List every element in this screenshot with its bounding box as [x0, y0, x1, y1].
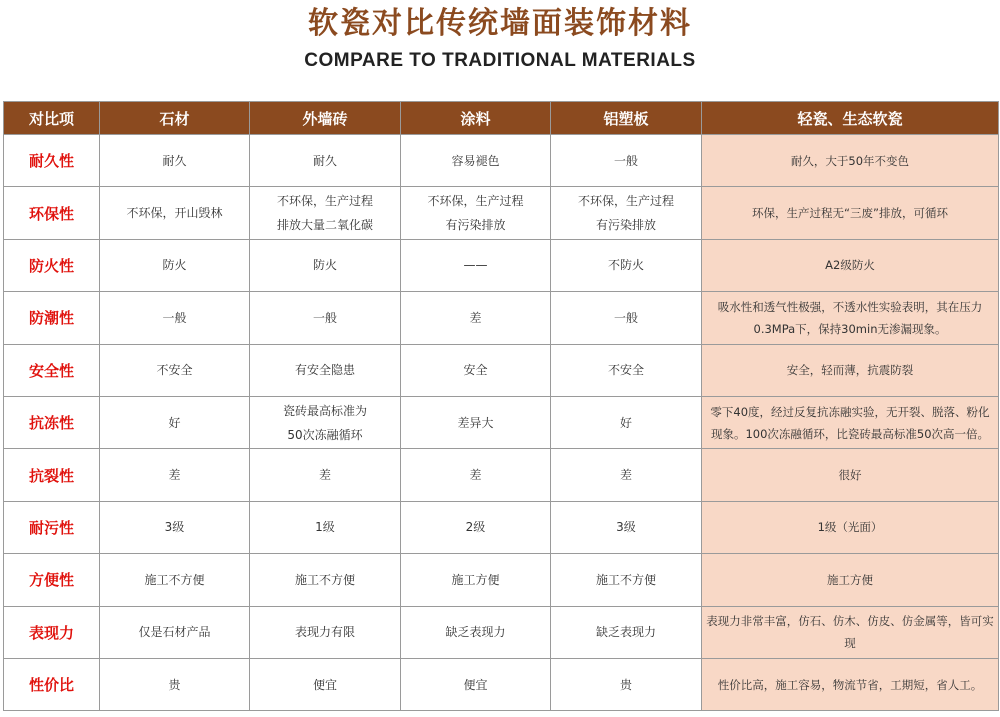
table-cell-highlight: 性价比高，施工容易，物流节省，工期短，省人工。 [702, 658, 999, 710]
table-cell: 耐久 [250, 135, 401, 187]
table-cell: 施工不方便 [551, 554, 702, 606]
table-cell-highlight: 安全，轻而薄，抗震防裂 [702, 344, 999, 396]
table-cell-highlight: 零下40度，经过反复抗冻融实验，无开裂、脱落、粉化 现象。100次冻融循环，比瓷砖最高标准50次高一倍。 [702, 396, 999, 448]
table-cell-highlight: 1级（光面） [702, 501, 999, 553]
table-cell: 2级 [401, 501, 551, 553]
table-cell-highlight: 很好 [702, 449, 999, 501]
table-cell-highlight: A2级防火 [702, 239, 999, 291]
table-row [4, 606, 999, 658]
column-header: 轻瓷、生态软瓷 [702, 102, 999, 135]
table-cell-highlight: 耐久，大于50年不变色 [702, 135, 999, 187]
table-cell: 好 [551, 396, 702, 448]
column-header: 对比项 [4, 102, 100, 135]
column-header: 涂料 [401, 102, 551, 135]
row-label: 环保性 [4, 187, 100, 239]
table-cell: 施工不方便 [100, 554, 250, 606]
table-cell: 一般 [100, 292, 250, 344]
table-cell-highlight: 施工方便 [702, 554, 999, 606]
table-row [4, 187, 999, 239]
table-cell-highlight: 表现力非常丰富，仿石、仿木、仿皮、仿金属等，皆可实 现 [702, 606, 999, 658]
table-cell: 差 [551, 449, 702, 501]
table-cell: 差 [250, 449, 401, 501]
table-cell: 缺乏表现力 [401, 606, 551, 658]
table-cell: 好 [100, 396, 250, 448]
table-cell: 3级 [100, 501, 250, 553]
table-row [4, 449, 999, 501]
table-cell: 有安全隐患 [250, 344, 401, 396]
row-label: 方便性 [4, 554, 100, 606]
table-cell: 缺乏表现力 [551, 606, 702, 658]
table-cell: —— [401, 239, 551, 291]
table-cell-highlight: 吸水性和透气性极强，不透水性实验表明，其在压力 0.3MPa下，保持30min无渗漏现象。 [702, 292, 999, 344]
table-cell: 防火 [250, 239, 401, 291]
table-row [4, 501, 999, 553]
row-label: 安全性 [4, 344, 100, 396]
table-cell: 不安全 [100, 344, 250, 396]
table-cell: 耐久 [100, 135, 250, 187]
table-cell: 不防火 [551, 239, 702, 291]
table-cell: 施工不方便 [250, 554, 401, 606]
column-header: 石材 [100, 102, 250, 135]
table-cell: 差 [100, 449, 250, 501]
table-cell: 贵 [551, 658, 702, 710]
table-cell: 不环保，生产过程 有污染排放 [551, 187, 702, 239]
comparison-table [3, 101, 999, 711]
table-cell: 不安全 [551, 344, 702, 396]
page-title: 软瓷对比传统墙面装饰材料 [308, 6, 692, 41]
table-cell: 便宜 [401, 658, 551, 710]
table-row [4, 396, 999, 448]
column-header: 外墙砖 [250, 102, 401, 135]
table-row [4, 554, 999, 606]
table-cell: 不环保，生产过程 有污染排放 [401, 187, 551, 239]
table-row [4, 135, 999, 187]
row-label: 抗冻性 [4, 396, 100, 448]
table-cell: 瓷砖最高标准为 50次冻融循环 [250, 396, 401, 448]
table-cell: 表现力有限 [250, 606, 401, 658]
table-cell: 差异大 [401, 396, 551, 448]
table-cell: 不环保，开山毁林 [100, 187, 250, 239]
page-subtitle: COMPARE TO TRADITIONAL MATERIALS [304, 50, 696, 71]
row-label: 抗裂性 [4, 449, 100, 501]
table-cell: 施工方便 [401, 554, 551, 606]
row-label: 表现力 [4, 606, 100, 658]
table-row [4, 344, 999, 396]
column-header: 铝塑板 [551, 102, 702, 135]
table-cell: 一般 [250, 292, 401, 344]
row-label: 耐污性 [4, 501, 100, 553]
table-cell: 不环保，生产过程 排放大量二氧化碳 [250, 187, 401, 239]
table-cell: 容易褪色 [401, 135, 551, 187]
table-row [4, 292, 999, 344]
table-cell: 贵 [100, 658, 250, 710]
row-label: 耐久性 [4, 135, 100, 187]
table-cell: 一般 [551, 292, 702, 344]
table-cell: 防火 [100, 239, 250, 291]
table-cell: 差 [401, 449, 551, 501]
table-cell: 差 [401, 292, 551, 344]
row-label: 性价比 [4, 658, 100, 710]
row-label: 防火性 [4, 239, 100, 291]
table-cell: 安全 [401, 344, 551, 396]
table-cell: 便宜 [250, 658, 401, 710]
table-cell: 一般 [551, 135, 702, 187]
table-row [4, 239, 999, 291]
table-cell: 1级 [250, 501, 401, 553]
row-label: 防潮性 [4, 292, 100, 344]
table-header-row [4, 102, 999, 135]
table-row [4, 658, 999, 710]
table-cell: 仅是石材产品 [100, 606, 250, 658]
table-cell: 3级 [551, 501, 702, 553]
table-cell-highlight: 环保，生产过程无“三废”排放，可循环 [702, 187, 999, 239]
